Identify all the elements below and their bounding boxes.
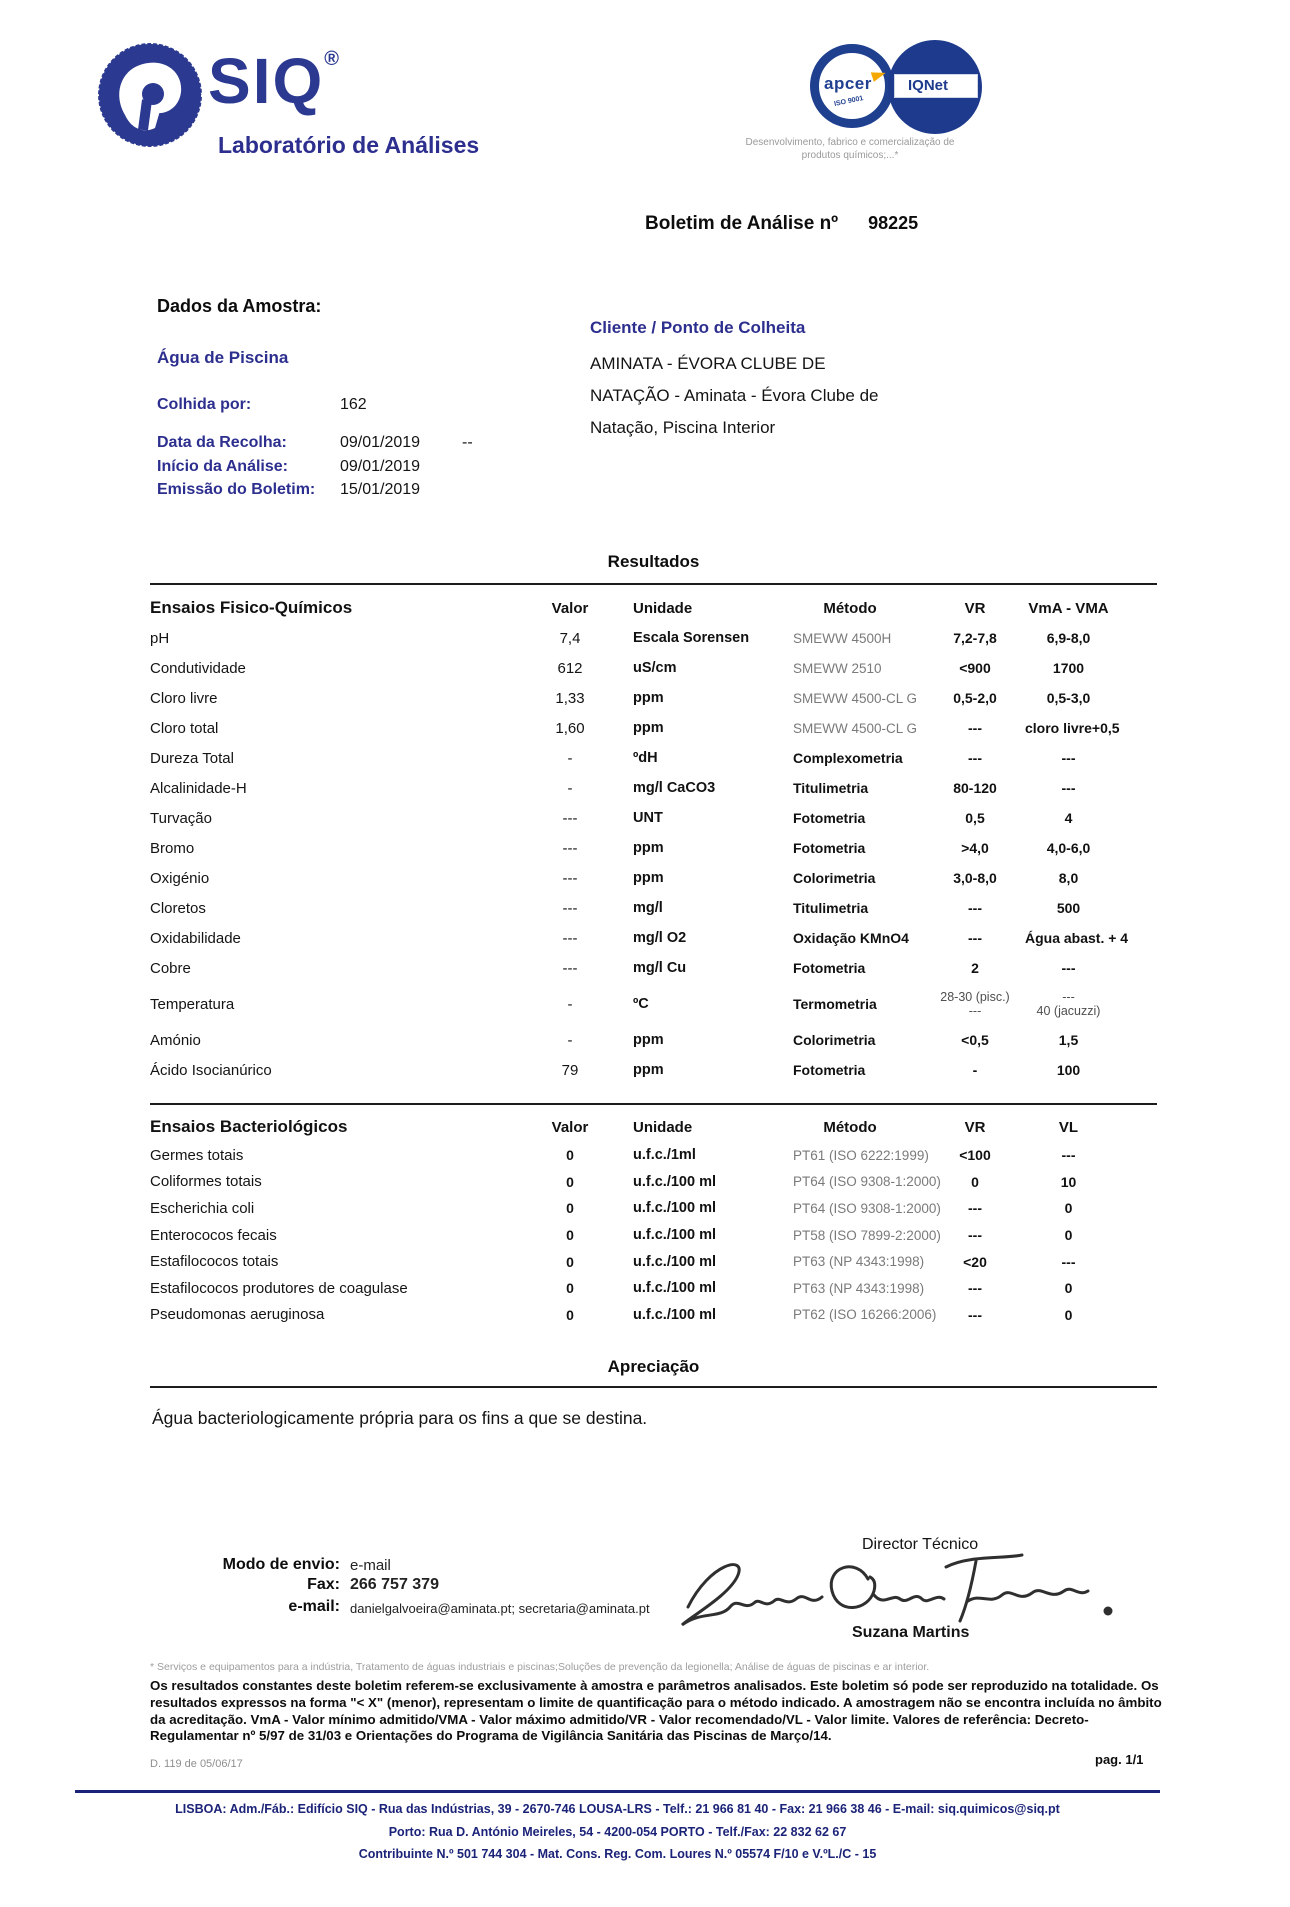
vr-value: --- xyxy=(968,750,982,766)
column-header: Valor xyxy=(551,599,589,617)
table-row xyxy=(150,1169,1157,1196)
value-cell: 0 xyxy=(566,1280,574,1297)
column-header: VR xyxy=(964,599,986,617)
field-value: 15/01/2019 xyxy=(340,481,421,498)
vr-cell xyxy=(925,840,1025,856)
parameter-cell: Oxidabilidade xyxy=(150,929,241,947)
value-cell: 0 xyxy=(566,1147,574,1164)
dispatch-label: Modo de envio: xyxy=(222,1556,340,1573)
parameter-cell: Ácido Isocianúrico xyxy=(150,1061,272,1079)
vma-value: 6,9-8,0 xyxy=(1046,630,1091,646)
registered-mark: ® xyxy=(324,48,341,70)
table-row xyxy=(150,1195,1157,1222)
bulletin-title: Boletim de Análise nº 98225 xyxy=(645,213,919,234)
client-name: AMINATA - ÉVORA CLUBE DE NATAÇÃO - Aminata - Évora Clube de Natação, Piscina Interior xyxy=(590,354,879,437)
method-cell: PT64 (ISO 9308-1:2000) xyxy=(793,1200,941,1216)
siq-logo-icon xyxy=(95,40,205,150)
vma-value: --- xyxy=(1061,1147,1076,1164)
vr-cell xyxy=(925,1254,1025,1270)
dispatch-fax-value: 266 757 379 xyxy=(350,1576,439,1593)
method-cell: PT62 (ISO 16266:2006) xyxy=(793,1307,937,1323)
unit-cell: u.f.c./1ml xyxy=(633,1147,696,1164)
table-row xyxy=(150,653,1157,683)
vr-value: 7,2-7,8 xyxy=(953,630,997,646)
sample-type: Água de Piscina xyxy=(157,348,289,367)
vr-value: - xyxy=(972,1062,978,1078)
iqnet-label: IQNet xyxy=(908,77,949,94)
table-row xyxy=(150,1275,1157,1302)
page-number: pag. 1/1 xyxy=(1095,1752,1144,1767)
vma-cell xyxy=(1025,960,1157,976)
unit-cell: mg/l CaCO3 xyxy=(633,780,716,796)
logo-text: SIQ® xyxy=(208,45,341,117)
vr-value: <100 xyxy=(959,1147,991,1164)
vma-cell xyxy=(1025,690,1157,706)
sample-section-title: Dados da Amostra: xyxy=(157,296,322,316)
unit-cell: ppm xyxy=(633,1032,664,1048)
divider xyxy=(150,1386,1157,1388)
field-label: Data da Recolha: xyxy=(157,434,287,451)
column-header: Valor xyxy=(551,1118,589,1136)
table-row xyxy=(150,623,1157,653)
method-cell: SMEWW 4500-CL G xyxy=(793,690,918,706)
value-cell: --- xyxy=(562,899,578,917)
value-cell: --- xyxy=(562,809,578,827)
director-name: Suzana Martins xyxy=(852,1624,970,1641)
field-extra: -- xyxy=(462,434,473,451)
table-row xyxy=(150,713,1157,743)
method-cell: Oxidação KMnO4 xyxy=(793,930,909,946)
field-label: Colhida por: xyxy=(157,396,252,413)
physico-table-header xyxy=(150,593,1157,623)
vr-value: <900 xyxy=(959,660,991,676)
table-row xyxy=(150,953,1157,983)
unit-cell: uS/cm xyxy=(633,660,677,676)
vma-cell xyxy=(1025,780,1157,796)
vr-value: 0,5 xyxy=(965,810,985,826)
services-footnote: * Serviços e equipamentos para a indústria, Tratamento de águas industriais e piscinas;Soluções de prevenção da legionella; Análise de águas de piscinas e ar interior. xyxy=(150,1661,930,1673)
vr-value: 2 xyxy=(971,960,979,976)
vr-cell xyxy=(925,900,1025,916)
field-label: Início da Análise: xyxy=(157,458,288,475)
vr-cell xyxy=(925,780,1025,796)
vma-value: 10 xyxy=(1060,1173,1077,1190)
unit-cell: ºdH xyxy=(633,750,658,766)
vma-cell xyxy=(1025,870,1157,886)
table-row xyxy=(150,1055,1157,1085)
vr-value: 0 xyxy=(971,1173,979,1190)
table-row xyxy=(150,1025,1157,1055)
value-cell: 0 xyxy=(566,1253,574,1270)
value-cell: 1,33 xyxy=(555,689,585,707)
footer-address: LISBOA: Adm./Fáb.: Edifício SIQ - Rua das Indústrias, 39 - 2670-746 LOUSA-LRS - Telf.: 21 966 81 40 - Fax: 21 966 38 46 - E-mail: siq.quimicos@siq.pt Porto: Rua D. António Meireles, 54 - 4200-054 PORTO - Telf./Fax: 22 832 62 67 Contribuinte N.º 501 744 304 - Mat. Cons. Reg. Com. Loures N.º 05574 F/10 e V.ºL./C - 15 xyxy=(175,1802,1060,1861)
vma-cell xyxy=(1025,1200,1157,1216)
table-row xyxy=(150,863,1157,893)
field-value: 09/01/2019 xyxy=(340,458,421,475)
certification-logos xyxy=(810,38,1010,138)
vma-cell xyxy=(1025,720,1157,736)
vma-value: --- xyxy=(1061,1253,1076,1270)
vr-value: --- xyxy=(968,930,982,946)
table-row xyxy=(150,923,1157,953)
column-header: Método xyxy=(823,599,877,617)
method-cell: PT61 (ISO 6222:1999) xyxy=(793,1147,929,1163)
vma-cell xyxy=(1025,1032,1157,1048)
vma-value: 100 xyxy=(1056,1062,1081,1078)
dispatch-email-value: danielgalvoeira@aminata.pt; secretaria@aminata.pt xyxy=(350,1601,650,1616)
vma-value: --- xyxy=(1061,780,1076,796)
vr-value: >4,0 xyxy=(961,840,989,856)
parameter-cell: Cloro livre xyxy=(150,689,218,707)
vma-cell xyxy=(1025,990,1157,1018)
method-cell: Fotometria xyxy=(793,1062,866,1078)
unit-cell: ppm xyxy=(633,840,664,856)
column-header: Unidade xyxy=(633,1118,693,1136)
vma-cell xyxy=(1025,1062,1157,1078)
field-label: Emissão do Boletim: xyxy=(157,481,316,498)
vr-cell xyxy=(925,1227,1025,1243)
column-header: Unidade xyxy=(633,599,693,617)
parameter-cell: Estafilococos produtores de coagulase xyxy=(150,1279,408,1297)
vr-cell xyxy=(925,750,1025,766)
dispatch-value: e-mail xyxy=(350,1557,391,1574)
vma-value: --- xyxy=(1061,750,1076,766)
vr-cell xyxy=(925,1032,1025,1048)
value-cell: - xyxy=(567,1031,573,1049)
parameter-cell: Estafilococos totais xyxy=(150,1253,279,1271)
unit-cell: Escala Sorensen xyxy=(633,630,750,646)
parameter-cell: Temperatura xyxy=(150,995,235,1013)
vma-cell xyxy=(1025,660,1157,676)
divider xyxy=(150,583,1157,585)
vma-value: 0 xyxy=(1064,1227,1073,1244)
bacterio-table-header xyxy=(150,1112,1157,1142)
column-header: VL xyxy=(1058,1118,1079,1136)
unit-cell: ppm xyxy=(633,690,664,706)
vma-value: 0,5-3,0 xyxy=(1046,690,1091,706)
vma-cell xyxy=(1025,840,1157,856)
vma-cell xyxy=(1025,1147,1157,1163)
vr-cell xyxy=(925,810,1025,826)
column-header: Ensaios Fisico-Químicos xyxy=(150,598,353,617)
vma-cell xyxy=(1025,1227,1157,1243)
method-cell: Fotometria xyxy=(793,810,866,826)
field-value: 162 xyxy=(340,396,367,413)
vr-cell xyxy=(925,1062,1025,1078)
parameter-cell: Germes totais xyxy=(150,1146,244,1164)
value-cell: 79 xyxy=(561,1061,579,1079)
method-cell: SMEWW 2510 xyxy=(793,660,882,676)
vma-value: 8,0 xyxy=(1058,870,1079,886)
unit-cell: u.f.c./100 ml xyxy=(633,1306,717,1323)
vr-cell xyxy=(925,660,1025,676)
vma-cell xyxy=(1025,900,1157,916)
vma-value: 4 xyxy=(1064,810,1073,826)
value-cell: 1,60 xyxy=(555,719,585,737)
method-cell: PT63 (NP 4343:1998) xyxy=(793,1254,925,1270)
vr-cell xyxy=(925,960,1025,976)
parameter-cell: Dureza Total xyxy=(150,749,234,767)
parameter-cell: Bromo xyxy=(150,839,195,857)
value-cell: 0 xyxy=(566,1200,574,1217)
unit-cell: UNT xyxy=(633,810,663,826)
value-cell: --- xyxy=(562,869,578,887)
column-header: VR xyxy=(964,1118,986,1136)
method-cell: Titulimetria xyxy=(793,900,869,916)
table-row xyxy=(150,1142,1157,1169)
parameter-cell: Cobre xyxy=(150,959,191,977)
vr-cell xyxy=(925,720,1025,736)
value-cell: 0 xyxy=(566,1306,574,1323)
value-cell: --- xyxy=(562,959,578,977)
method-cell: Fotometria xyxy=(793,960,866,976)
vr-value: --- xyxy=(968,900,982,916)
bacterio-table xyxy=(150,1112,1157,1328)
director-role: Director Técnico xyxy=(862,1536,979,1553)
value-cell: - xyxy=(567,749,573,767)
vma-value: 500 xyxy=(1056,900,1081,916)
vr-value: 80-120 xyxy=(953,780,997,796)
vma-secondary-value: 40 (jacuzzi) xyxy=(1036,1004,1101,1018)
value-cell: 7,4 xyxy=(559,629,581,647)
unit-cell: u.f.c./100 ml xyxy=(633,1253,717,1270)
method-cell: PT58 (ISO 7899-2:2000) xyxy=(793,1227,941,1243)
parameter-cell: Coliformes totais xyxy=(150,1173,262,1191)
certification-caption: Desenvolvimento, fabrico e comercialização de produtos químicos;...* xyxy=(745,137,955,161)
vma-value: 1700 xyxy=(1052,660,1085,676)
vr-cell xyxy=(925,1174,1025,1190)
vma-value: Água abast. + 4 xyxy=(1025,930,1129,946)
bulletin-number: 98225 xyxy=(868,213,919,233)
vr-cell xyxy=(925,690,1025,706)
unit-cell: ppm xyxy=(633,1062,664,1078)
value-cell: 612 xyxy=(557,659,583,677)
vr-cell xyxy=(925,1200,1025,1216)
column-header: VmA - VMA xyxy=(1028,599,1109,617)
method-cell: Complexometria xyxy=(793,750,903,766)
parameter-cell: Oxigénio xyxy=(150,869,210,887)
vma-value: 4,0-6,0 xyxy=(1046,840,1091,856)
vma-value: --- xyxy=(1062,990,1075,1004)
appreciation-title: Apreciação xyxy=(607,1357,700,1376)
vr-value: --- xyxy=(968,1227,982,1244)
table-row xyxy=(150,1302,1157,1329)
client-section-title: Cliente / Ponto de Colheita xyxy=(590,318,806,337)
table-row xyxy=(150,803,1157,833)
parameter-cell: Cloro total xyxy=(150,719,219,737)
method-cell: PT64 (ISO 9308-1:2000) xyxy=(793,1174,941,1190)
vr-value: --- xyxy=(968,720,982,736)
results-title: Resultados xyxy=(607,552,700,571)
table-row xyxy=(150,1248,1157,1275)
unit-cell: u.f.c./100 ml xyxy=(633,1200,717,1217)
vr-value: 28-30 (pisc.) xyxy=(940,990,1010,1004)
physico-table-body xyxy=(150,623,1157,1085)
column-header: Método xyxy=(823,1118,877,1136)
vma-value: cloro livre+0,5 xyxy=(1025,720,1120,736)
parameter-cell: Pseudomonas aeruginosa xyxy=(150,1306,325,1324)
vma-cell xyxy=(1025,930,1157,946)
method-cell: SMEWW 4500H xyxy=(793,630,892,646)
method-cell: SMEWW 4500-CL G xyxy=(793,720,918,736)
vma-cell xyxy=(1025,750,1157,766)
table-row xyxy=(150,1222,1157,1249)
value-cell: 0 xyxy=(566,1173,574,1190)
unit-cell: u.f.c./100 ml xyxy=(633,1280,717,1297)
vr-cell xyxy=(925,870,1025,886)
field-value: 09/01/2019 xyxy=(340,434,421,451)
table-row xyxy=(150,743,1157,773)
value-cell: - xyxy=(567,779,573,797)
column-header: Ensaios Bacteriológicos xyxy=(150,1117,348,1136)
method-cell: Titulimetria xyxy=(793,780,869,796)
disclaimer-text: Os resultados constantes deste boletim referem-se exclusivamente à amostra e parâmetros analisados. Este boletim só pode ser reproduzido na totalidade. Os resultados expressos na forma "< X" (menor), representam o limite de quantificação para o método indicado. A amostragem não se encontra incluída no âmbito da acreditação. VmA - Valor mínimo admitido/VMA - Valor máximo admitido/VR - Valor recomendado/VL - Valor limite. Valores de referência: Decreto-Regulamentar nº 5/97 de 31/03 e Orientações do Programa de Vigilância Sanitária das Piscinas de Março/14. xyxy=(150,1678,1162,1744)
unit-cell: mg/l O2 xyxy=(633,930,687,946)
vr-value: --- xyxy=(968,1200,982,1217)
apcer-iso-label: ISO 9001 xyxy=(833,95,864,108)
vr-cell xyxy=(925,1147,1025,1163)
parameter-cell: Turvação xyxy=(150,809,212,827)
unit-cell: ppm xyxy=(633,720,664,736)
vr-cell xyxy=(925,1280,1025,1296)
value-cell: - xyxy=(567,995,573,1013)
unit-cell: ºC xyxy=(633,996,649,1012)
method-cell: Fotometria xyxy=(793,840,866,856)
unit-cell: u.f.c./100 ml xyxy=(633,1227,717,1244)
value-cell: --- xyxy=(562,929,578,947)
parameter-cell: Enterococos fecais xyxy=(150,1226,277,1244)
vma-cell xyxy=(1025,810,1157,826)
vr-cell xyxy=(925,630,1025,646)
method-cell: Colorimetria xyxy=(793,870,876,886)
table-row xyxy=(150,833,1157,863)
vma-cell xyxy=(1025,1174,1157,1190)
unit-cell: ppm xyxy=(633,870,664,886)
vr-cell xyxy=(925,990,1025,1018)
unit-cell: u.f.c./100 ml xyxy=(633,1173,717,1190)
table-row xyxy=(150,773,1157,803)
vr-value: --- xyxy=(968,1306,982,1323)
vma-cell xyxy=(1025,1307,1157,1323)
vr-value: 3,0-8,0 xyxy=(953,870,997,886)
dispatch-label: e-mail: xyxy=(288,1598,340,1615)
footer-divider xyxy=(75,1790,1160,1793)
apcer-label: apcer xyxy=(824,74,872,93)
vma-cell xyxy=(1025,1280,1157,1296)
table-row xyxy=(150,683,1157,713)
appreciation-text: Água bacteriologicamente própria para os fins a que se destina. xyxy=(152,1408,648,1428)
unit-cell: mg/l xyxy=(633,900,663,916)
method-cell: PT63 (NP 4343:1998) xyxy=(793,1280,925,1296)
vma-value: 0 xyxy=(1064,1200,1073,1217)
vma-value: --- xyxy=(1061,960,1076,976)
method-cell: Termometria xyxy=(793,996,877,1012)
table-row xyxy=(150,893,1157,923)
vma-value: 0 xyxy=(1064,1280,1073,1297)
vr-cell xyxy=(925,1307,1025,1323)
vr-value: <0,5 xyxy=(961,1032,989,1048)
vma-value: 1,5 xyxy=(1058,1032,1079,1048)
parameter-cell: Condutividade xyxy=(150,659,246,677)
parameter-cell: Amónio xyxy=(150,1031,201,1049)
bacterio-table-body xyxy=(150,1142,1157,1328)
parameter-cell: Alcalinidade-H xyxy=(150,779,247,797)
lab-title: Laboratório de Análises xyxy=(218,132,480,158)
vr-value: --- xyxy=(968,1280,982,1297)
vr-value: 0,5-2,0 xyxy=(953,690,997,706)
value-cell: --- xyxy=(562,839,578,857)
vr-cell xyxy=(925,930,1025,946)
parameter-cell: Escherichia coli xyxy=(150,1199,255,1217)
table-row xyxy=(150,983,1157,1025)
vma-cell xyxy=(1025,630,1157,646)
parameter-cell: pH xyxy=(150,629,170,647)
divider xyxy=(150,1103,1157,1105)
vma-value: 0 xyxy=(1064,1306,1073,1323)
parameter-cell: Cloretos xyxy=(150,899,206,917)
vma-cell xyxy=(1025,1254,1157,1270)
dispatch-label: Fax: xyxy=(307,1576,340,1593)
vr-value: <20 xyxy=(963,1253,987,1270)
value-cell: 0 xyxy=(566,1227,574,1244)
method-cell: Colorimetria xyxy=(793,1032,876,1048)
unit-cell: mg/l Cu xyxy=(633,960,687,976)
physico-table xyxy=(150,593,1157,1085)
document-reference: D. 119 de 05/06/17 xyxy=(150,1758,243,1770)
vr-secondary-value: --- xyxy=(968,1004,982,1018)
